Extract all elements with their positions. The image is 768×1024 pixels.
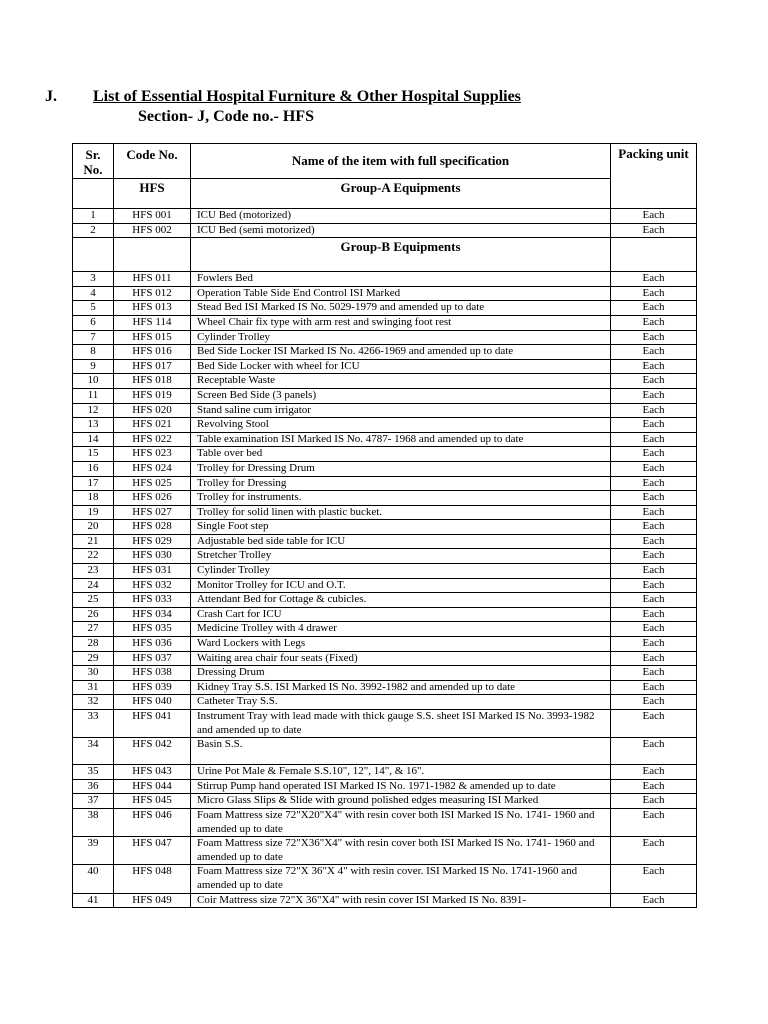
code-cell: HFS 031 — [114, 564, 191, 579]
code-cell: HFS 044 — [114, 779, 191, 794]
item-name-cell: Adjustable bed side table for ICU — [191, 534, 611, 549]
item-name-cell: Operation Table Side End Control ISI Marked — [191, 286, 611, 301]
sr-cell: 14 — [73, 432, 114, 447]
code-prefix: HFS — [114, 179, 191, 209]
table-row — [73, 491, 697, 506]
packing-unit-cell: Each — [611, 505, 697, 520]
item-name-cell: Urine Pot Male & Female S.S.10", 12", 14", & 16". — [191, 765, 611, 780]
sr-cell: 27 — [73, 622, 114, 637]
code-cell: HFS 023 — [114, 447, 191, 462]
sr-cell: 21 — [73, 534, 114, 549]
sr-cell: 33 — [73, 710, 114, 738]
packing-unit-cell: Each — [611, 593, 697, 608]
item-name-cell: Fowlers Bed — [191, 272, 611, 287]
code-cell: HFS 012 — [114, 286, 191, 301]
item-name-cell: Micro Glass Slips & Slide with ground polished edges measuring ISI Marked — [191, 794, 611, 809]
packing-unit-cell: Each — [611, 359, 697, 374]
code-cell: HFS 019 — [114, 388, 191, 403]
group-a-row — [73, 179, 697, 209]
code-cell: HFS 011 — [114, 272, 191, 287]
code-cell: HFS 036 — [114, 637, 191, 652]
table-row — [73, 564, 697, 579]
item-name-cell: Coir Mattress size 72"X 36"X4" with resin cover ISI Marked IS No. 8391- — [191, 893, 611, 908]
table-row — [73, 637, 697, 652]
table-row — [73, 223, 697, 238]
table-row — [73, 403, 697, 418]
code-cell: HFS 021 — [114, 418, 191, 433]
table-row — [73, 388, 697, 403]
code-cell: HFS 025 — [114, 476, 191, 491]
table-row — [73, 578, 697, 593]
table-row — [73, 418, 697, 433]
packing-unit-cell: Each — [611, 491, 697, 506]
table-row — [73, 710, 697, 738]
table-row — [73, 534, 697, 549]
packing-unit-cell: Each — [611, 301, 697, 316]
item-name-cell: ICU Bed (semi motorized) — [191, 223, 611, 238]
packing-unit-cell: Each — [611, 765, 697, 780]
packing-unit-cell: Each — [611, 865, 697, 893]
packing-unit-cell: Each — [611, 330, 697, 345]
item-name-cell: Table over bed — [191, 447, 611, 462]
packing-unit-cell: Each — [611, 476, 697, 491]
packing-unit-cell: Each — [611, 345, 697, 360]
item-name-cell: Cylinder Trolley — [191, 564, 611, 579]
sr-cell: 12 — [73, 403, 114, 418]
sr-cell: 35 — [73, 765, 114, 780]
item-name-cell: Kidney Tray S.S. ISI Marked IS No. 3992-1982 and amended up to date — [191, 680, 611, 695]
item-name-cell: Basin S.S. — [191, 738, 611, 765]
packing-unit-cell: Each — [611, 893, 697, 908]
packing-unit-cell: Each — [611, 534, 697, 549]
sr-cell: 24 — [73, 578, 114, 593]
packing-unit-cell: Each — [611, 695, 697, 710]
packing-unit-cell: Each — [611, 418, 697, 433]
item-name-cell: Foam Mattress size 72"X20"X4" with resin cover both ISI Marked IS No. 1741- 1960 and amended up to date — [191, 808, 611, 836]
item-name-cell: Instrument Tray with lead made with thick gauge S.S. sheet ISI Marked IS No. 3993-1982 and amended up to date — [191, 710, 611, 738]
code-cell: HFS 029 — [114, 534, 191, 549]
empty-cell — [73, 238, 114, 272]
sr-cell: 18 — [73, 491, 114, 506]
sr-cell: 40 — [73, 865, 114, 893]
item-name-cell: Attendant Bed for Cottage & cubicles. — [191, 593, 611, 608]
item-name-cell: Foam Mattress size 72"X36"X4" with resin cover both ISI Marked IS No. 1741- 1960 and amended up to date — [191, 837, 611, 865]
packing-unit-cell: Each — [611, 403, 697, 418]
code-cell: HFS 049 — [114, 893, 191, 908]
code-cell: HFS 024 — [114, 461, 191, 476]
code-cell: HFS 048 — [114, 865, 191, 893]
item-name-cell: Ward Lockers with Legs — [191, 637, 611, 652]
packing-unit-cell: Each — [611, 447, 697, 462]
table-row — [73, 209, 697, 224]
col-header-pack: Packing unit — [611, 144, 697, 209]
sr-cell: 11 — [73, 388, 114, 403]
table-row — [73, 738, 697, 765]
code-cell: HFS 030 — [114, 549, 191, 564]
table-row — [73, 476, 697, 491]
code-cell: HFS 047 — [114, 837, 191, 865]
code-cell: HFS 017 — [114, 359, 191, 374]
header-row — [73, 144, 697, 179]
col-header-code: Code No. — [114, 144, 191, 179]
code-cell: HFS 035 — [114, 622, 191, 637]
packing-unit-cell: Each — [611, 837, 697, 865]
sr-cell: 23 — [73, 564, 114, 579]
packing-unit-cell: Each — [611, 738, 697, 765]
sr-cell: 15 — [73, 447, 114, 462]
group-a-heading: Group-A Equipments — [191, 179, 611, 209]
code-cell: HFS 001 — [114, 209, 191, 224]
packing-unit-cell: Each — [611, 794, 697, 809]
table-row — [73, 808, 697, 836]
sr-cell: 6 — [73, 315, 114, 330]
sr-cell: 37 — [73, 794, 114, 809]
sr-cell: 13 — [73, 418, 114, 433]
table-row — [73, 680, 697, 695]
section-heading — [0, 88, 768, 110]
sr-cell: 26 — [73, 607, 114, 622]
section-letter: J. — [45, 88, 57, 105]
code-cell: HFS 037 — [114, 651, 191, 666]
code-cell: HFS 013 — [114, 301, 191, 316]
packing-unit-cell: Each — [611, 637, 697, 652]
item-name-cell: Revolving Stool — [191, 418, 611, 433]
code-cell: HFS 034 — [114, 607, 191, 622]
table-row — [73, 651, 697, 666]
table-row — [73, 779, 697, 794]
packing-unit-cell: Each — [611, 622, 697, 637]
table-row — [73, 837, 697, 865]
code-cell: HFS 002 — [114, 223, 191, 238]
sr-cell: 36 — [73, 779, 114, 794]
sr-cell: 2 — [73, 223, 114, 238]
packing-unit-cell: Each — [611, 461, 697, 476]
section-subtitle: Section- J, Code no.- HFS — [138, 108, 314, 125]
packing-unit-cell: Each — [611, 432, 697, 447]
table-row — [73, 505, 697, 520]
code-cell: HFS 020 — [114, 403, 191, 418]
sr-cell: 17 — [73, 476, 114, 491]
sr-cell: 28 — [73, 637, 114, 652]
table-row — [73, 345, 697, 360]
item-name-cell: Bed Side Locker ISI Marked IS No. 4266-1969 and amended up to date — [191, 345, 611, 360]
col-header-sr: Sr. No. — [73, 144, 114, 179]
table-row — [73, 666, 697, 681]
packing-unit-cell: Each — [611, 388, 697, 403]
packing-unit-cell: Each — [611, 607, 697, 622]
sr-cell: 39 — [73, 837, 114, 865]
code-cell: HFS 016 — [114, 345, 191, 360]
item-name-cell: Stirrup Pump hand operated ISI Marked IS No. 1971-1982 & amended up to date — [191, 779, 611, 794]
item-name-cell: Trolley for solid linen with plastic bucket. — [191, 505, 611, 520]
packing-unit-cell: Each — [611, 272, 697, 287]
table-row — [73, 549, 697, 564]
item-name-cell: Bed Side Locker with wheel for ICU — [191, 359, 611, 374]
item-name-cell: Medicine Trolley with 4 drawer — [191, 622, 611, 637]
code-cell: HFS 028 — [114, 520, 191, 535]
sr-cell: 9 — [73, 359, 114, 374]
item-name-cell: Dressing Drum — [191, 666, 611, 681]
packing-unit-cell: Each — [611, 564, 697, 579]
item-name-cell: Waiting area chair four seats (Fixed) — [191, 651, 611, 666]
code-cell: HFS 026 — [114, 491, 191, 506]
table-row — [73, 272, 697, 287]
sr-cell: 4 — [73, 286, 114, 301]
code-cell: HFS 042 — [114, 738, 191, 765]
empty-cell — [73, 179, 114, 209]
item-name-cell: Screen Bed Side (3 panels) — [191, 388, 611, 403]
packing-unit-cell: Each — [611, 549, 697, 564]
item-name-cell: Single Foot step — [191, 520, 611, 535]
code-cell: HFS 039 — [114, 680, 191, 695]
group-b-heading: Group-B Equipments — [191, 238, 611, 272]
item-name-cell: Table examination ISI Marked IS No. 4787- 1968 and amended up to date — [191, 432, 611, 447]
code-cell: HFS 043 — [114, 765, 191, 780]
code-cell: HFS 114 — [114, 315, 191, 330]
table-row — [73, 794, 697, 809]
code-cell: HFS 015 — [114, 330, 191, 345]
code-cell: HFS 040 — [114, 695, 191, 710]
packing-unit-cell: Each — [611, 286, 697, 301]
table-row — [73, 607, 697, 622]
packing-unit-cell: Each — [611, 315, 697, 330]
sr-cell: 19 — [73, 505, 114, 520]
item-name-cell: Monitor Trolley for ICU and O.T. — [191, 578, 611, 593]
col-header-name: Name of the item with full specification — [191, 144, 611, 179]
code-cell: HFS 045 — [114, 794, 191, 809]
sr-cell: 1 — [73, 209, 114, 224]
sr-cell: 22 — [73, 549, 114, 564]
group-b-row — [73, 238, 697, 272]
code-cell: HFS 038 — [114, 666, 191, 681]
table-row — [73, 315, 697, 330]
sr-cell: 3 — [73, 272, 114, 287]
table-row — [73, 622, 697, 637]
item-name-cell: Foam Mattress size 72"X 36"X 4" with resin cover. ISI Marked IS No. 1741-1960 and amended up to date — [191, 865, 611, 893]
code-cell: HFS 033 — [114, 593, 191, 608]
empty-cell — [114, 238, 191, 272]
item-name-cell: Cylinder Trolley — [191, 330, 611, 345]
sr-cell: 30 — [73, 666, 114, 681]
code-cell: HFS 018 — [114, 374, 191, 389]
item-name-cell: ICU Bed (motorized) — [191, 209, 611, 224]
sr-cell: 10 — [73, 374, 114, 389]
sr-cell: 20 — [73, 520, 114, 535]
items-table-body — [73, 144, 697, 908]
packing-unit-cell: Each — [611, 520, 697, 535]
code-cell: HFS 022 — [114, 432, 191, 447]
items-table — [72, 143, 697, 908]
item-name-cell: Crash Cart for ICU — [191, 607, 611, 622]
packing-unit-cell: Each — [611, 209, 697, 224]
empty-cell — [611, 238, 697, 272]
table-row — [73, 301, 697, 316]
item-name-cell: Trolley for Dressing — [191, 476, 611, 491]
sr-cell: 29 — [73, 651, 114, 666]
sr-cell: 34 — [73, 738, 114, 765]
table-row — [73, 593, 697, 608]
item-name-cell: Stretcher Trolley — [191, 549, 611, 564]
table-row — [73, 765, 697, 780]
sr-cell: 41 — [73, 893, 114, 908]
item-name-cell: Stead Bed ISI Marked IS No. 5029-1979 and amended up to date — [191, 301, 611, 316]
packing-unit-cell: Each — [611, 578, 697, 593]
item-name-cell: Wheel Chair fix type with arm rest and swinging foot rest — [191, 315, 611, 330]
item-name-cell: Trolley for instruments. — [191, 491, 611, 506]
sr-cell: 16 — [73, 461, 114, 476]
table-row — [73, 330, 697, 345]
table-row — [73, 374, 697, 389]
code-cell: HFS 032 — [114, 578, 191, 593]
sr-cell: 31 — [73, 680, 114, 695]
item-name-cell: Trolley for Dressing Drum — [191, 461, 611, 476]
code-cell: HFS 046 — [114, 808, 191, 836]
item-name-cell: Catheter Tray S.S. — [191, 695, 611, 710]
table-row — [73, 865, 697, 893]
table-row — [73, 893, 697, 908]
packing-unit-cell: Each — [611, 680, 697, 695]
item-name-cell: Receptable Waste — [191, 374, 611, 389]
sr-cell: 25 — [73, 593, 114, 608]
page-title: List of Essential Hospital Furniture & Other Hospital Supplies — [93, 88, 521, 105]
table-row — [73, 432, 697, 447]
sr-cell: 32 — [73, 695, 114, 710]
table-row — [73, 286, 697, 301]
sr-cell: 5 — [73, 301, 114, 316]
code-cell: HFS 027 — [114, 505, 191, 520]
sr-cell: 38 — [73, 808, 114, 836]
packing-unit-cell: Each — [611, 666, 697, 681]
item-name-cell: Stand saline cum irrigator — [191, 403, 611, 418]
table-row — [73, 359, 697, 374]
packing-unit-cell: Each — [611, 651, 697, 666]
table-row — [73, 695, 697, 710]
code-cell: HFS 041 — [114, 710, 191, 738]
table-row — [73, 520, 697, 535]
table-row — [73, 447, 697, 462]
packing-unit-cell: Each — [611, 223, 697, 238]
packing-unit-cell: Each — [611, 374, 697, 389]
packing-unit-cell: Each — [611, 808, 697, 836]
sr-cell: 7 — [73, 330, 114, 345]
packing-unit-cell: Each — [611, 779, 697, 794]
packing-unit-cell: Each — [611, 710, 697, 738]
sr-cell: 8 — [73, 345, 114, 360]
table-row — [73, 461, 697, 476]
